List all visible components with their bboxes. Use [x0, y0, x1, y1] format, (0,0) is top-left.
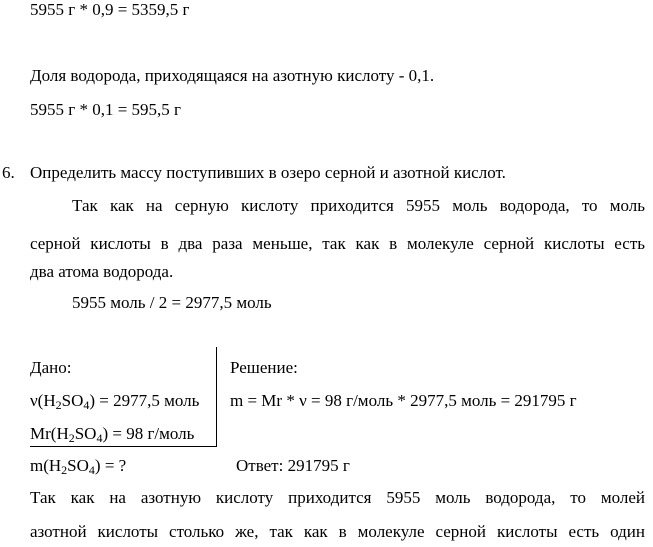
nitric-fraction-text: Доля водорода, приходящаяся на азотную кислоту - 0,1. [30, 66, 435, 85]
paragraph-line: Так как на азотную кислоту приходится 5955 моль водорода, то молей [30, 488, 645, 507]
given-moles-sub: 2 [55, 398, 62, 412]
given-divider-horizontal [30, 446, 217, 447]
find-suffix: ) = ? [94, 456, 127, 475]
given-mr-suffix: ) = 98 г/моль [102, 424, 195, 443]
given-divider-vertical [216, 347, 217, 447]
find-sub: 2 [61, 463, 68, 477]
given-mr-sub: 4 [96, 431, 103, 445]
paragraph-nitric [30, 488, 645, 542]
find-mass [30, 456, 126, 476]
given-moles-suffix: ) = 2977,5 моль [89, 391, 200, 410]
paragraph-line: азотной кислоты столько же, так как в молекуле серной кислоты есть один [30, 522, 645, 541]
paragraph-line: серной кислоты в два раза меньше, так как в молекуле серной кислоты есть [30, 234, 645, 253]
item-6-title: Определить массу поступивших в озеро серной и азотной кислот. [30, 163, 506, 182]
calc-moles-sulfuric: 5955 моль / 2 = 2977,5 моль [72, 293, 272, 312]
paragraph-line: два атома водорода. [30, 262, 174, 281]
given-moles-mid: SO [61, 391, 84, 410]
find-prefix: m(H [30, 456, 62, 475]
given-mr-prefix: Mr(H [30, 424, 69, 443]
given-moles [30, 391, 199, 411]
find-sub: 4 [88, 463, 95, 477]
given-moles-sub: 4 [83, 398, 90, 412]
paragraph-line: Так как на серную кислоту приходится 5955 моль водорода, то моль [72, 196, 645, 215]
given-molar-mass [30, 424, 194, 444]
given-mr-sub: 2 [68, 431, 75, 445]
solution-answer: Ответ: 291795 г [236, 456, 350, 475]
paragraph-sulfuric [30, 196, 645, 270]
item-6-number: 6. [2, 163, 15, 182]
find-mid: SO [67, 456, 89, 475]
solution-header: Решение: [230, 358, 298, 377]
given-header: Дано: [30, 358, 72, 377]
given-moles-prefix: ν(H [30, 391, 56, 410]
calc-sulfuric-hydrogen: 5955 г * 0,9 = 5359,5 г [30, 0, 190, 19]
given-mr-mid: SO [74, 424, 97, 443]
solution-formula: m = Mr * ν = 98 г/моль * 2977,5 моль = 291795 г [230, 391, 577, 410]
calc-nitric-hydrogen: 5955 г * 0,1 = 595,5 г [30, 100, 182, 119]
